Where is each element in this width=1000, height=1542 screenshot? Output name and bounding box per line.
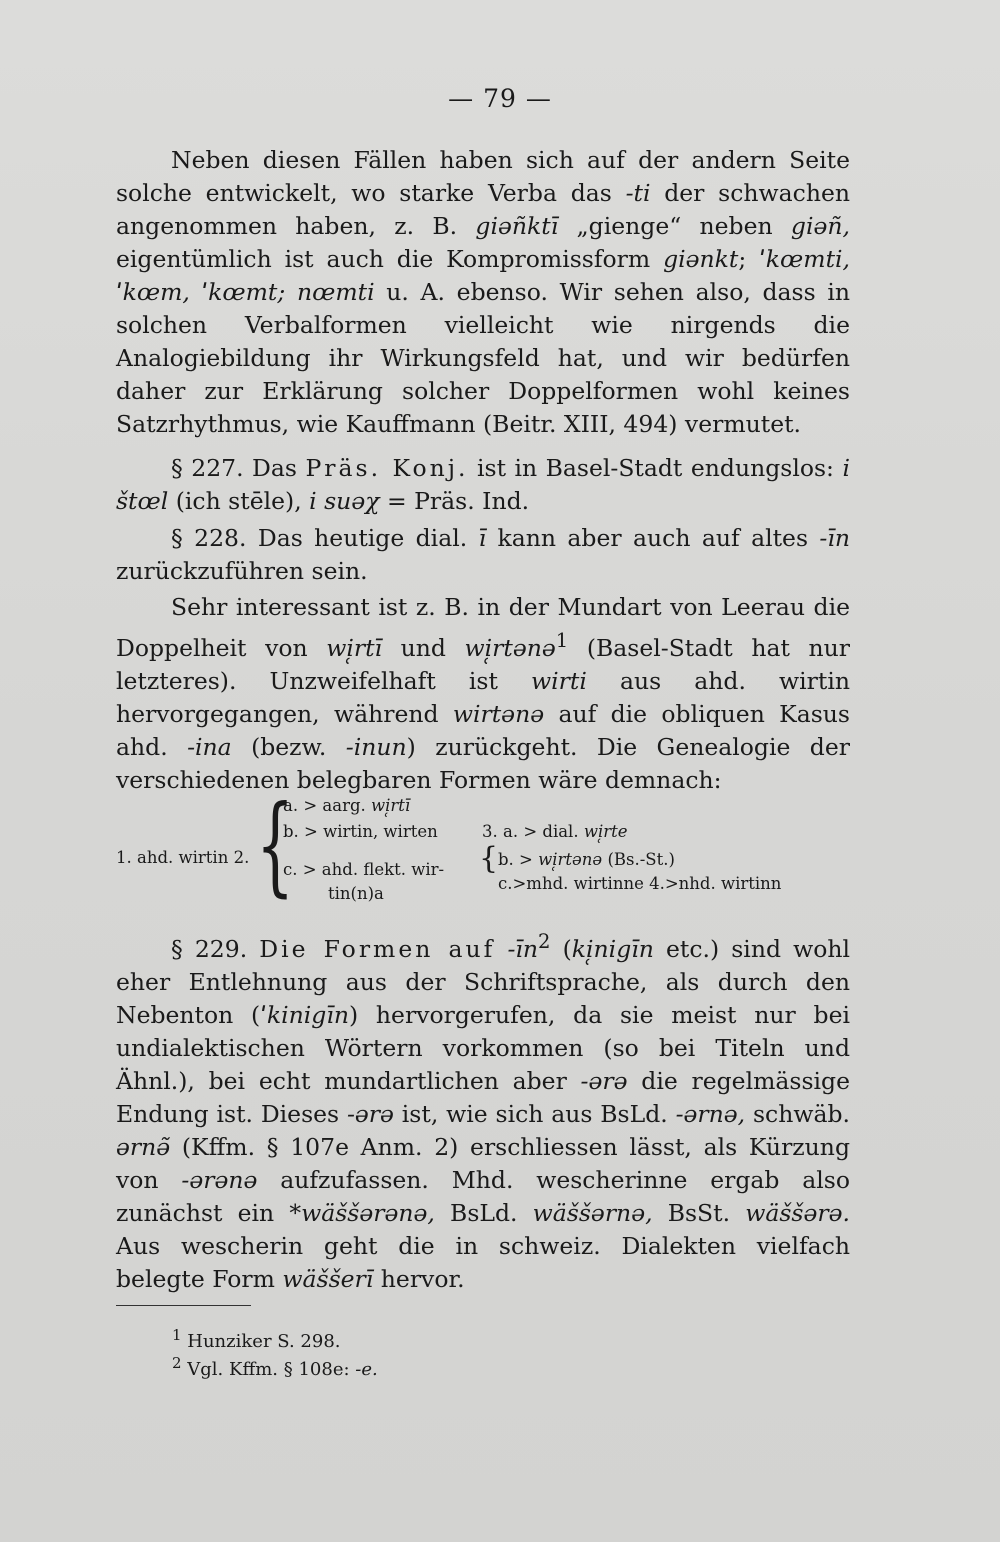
diagram-branch-c: c. > ahd. flekt. wir- [283,860,445,879]
diagram-branch-c-cont: tin(n)a [328,884,384,903]
diagram-brace-main: { [256,783,295,909]
paragraph-227: § 227. Das Präs. Konj. ist in Basel-Stadt endungslos: i štœl (ich stēle), i suəχ = Präs. Ind. [116,454,850,515]
footnote-1: $^1$ Hunziker S. 298. [172,1326,341,1352]
diagram-branch-b: b. > wirtin, wirten [283,822,438,841]
paragraph-229: § 229. Die Formen auf $-īn^2$ (ki̜nigīn etc.) sind wohl eher Entlehnung aus der Schriftsprache, als durch den Nebenton (ˈkinigīn) hervorgerufen, da sie meist nur bei undialektischen Wörtern vorkommen (so bei Titeln und Ähnl.), bei echt mundartlichen aber -ərə die regelmässige Endung ist. Dieses -ərə ist, wie sich aus BsLd. -ərnə, schwäb. ərnə̃ (Kffm. § 107e Anm. 2) erschliessen lässt, als Kürzung von -ərənə aufzufassen. Mhd. wescherinne ergab also zunächst ein *wäššərənə, BsLd. wäššərnə, BsSt. wäššərə. Aus wescherin geht die in schweiz. Dialekten vielfach belegte Form wäššerī hervor. [116,930,851,1293]
paragraph-leerau: Sehr interessant ist z. B. in der Mundart von Leerau die Doppelheit von wi̜rtī und wi̜rtənə$^1$ (Basel-Stadt hat nur letzteres). Unzweifelhaft ist wirti aus ahd. wirtin hervorgegangen, während wirtənə auf die obliquen Kasus ahd. -ina (bezw. -inun) zurückgeht. Die Genealogie der verschiedenen belegbaren Formen wäre demnach: [116,593,851,794]
diagram-stage-3c: c.>mhd. wirtinne 4.>nhd. wirtinn [498,874,782,893]
footnote-2: $^2$ Vgl. Kffm. § 108e: -e. [172,1354,378,1380]
diagram-stage-3a: 3. a. > dial. wi̜rte [482,822,628,841]
footnote-separator [116,1305,251,1306]
paragraph-228: § 228. Das heutige dial. ī kann aber auch auf altes -īn zurückzuführen sein. [116,524,850,585]
diagram-root: 1. ahd. wirtin 2. [116,848,250,867]
diagram-brace-small: { [479,841,499,876]
paragraph-verb-forms: Neben diesen Fällen haben sich auf der andern Seite solche entwickelt, wo starke Verba das -ti der schwachen angenommen haben, z. B. giəñktī „gienge“ neben giəñ, eigentümlich ist auch die Kompromissform giənkt; ˈkœmti, ˈkœm, ˈkœmt; nœmti u. A. ebenso. Wir sehen also, dass in solchen Verbalformen vielleicht wie nirgends die Analogiebildung ihr Wirkungsfeld hat, und wir bedürfen daher zur Erklärung solcher Doppelformen wohl keines Satzrhythmus, wie Kauffmann (Beitr. XIII, 494) vermutet. [116,146,850,438]
footnote-ref-1: 1 [555,629,569,652]
diagram-branch-a: a. > aarg. wi̜rtī [283,796,411,815]
page-number: — 79 — [448,84,552,113]
footnote-ref-2: 2 [538,930,551,953]
genealogy-diagram [116,783,856,920]
diagram-stage-3b: b. > wi̜rtənə (Bs.-St.) [498,850,675,869]
